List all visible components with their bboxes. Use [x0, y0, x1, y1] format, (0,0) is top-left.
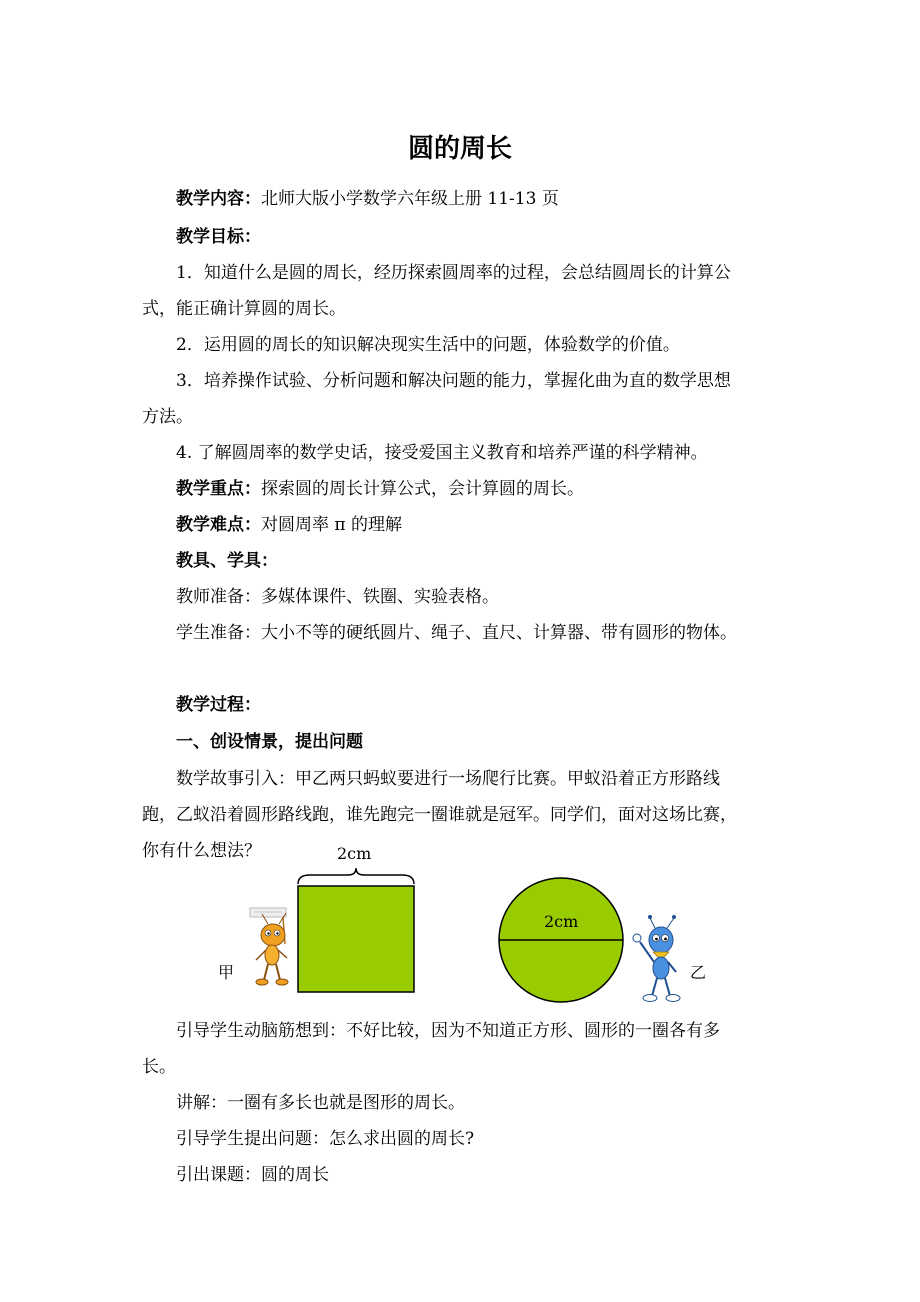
- story-line-1: 数学故事引入：甲乙两只蚂蚁要进行一场爬行比赛。甲蚁沿着正方形路线: [176, 769, 720, 789]
- goal-4: 4. 了解圆周率的数学史话，接受爱国主义教育和培养严谨的科学精神。: [176, 443, 708, 463]
- guide-line-1: 引导学生动脑筋想到：不好比较，因为不知道正方形、圆形的一圈各有多: [176, 1021, 720, 1041]
- question-line: 引导学生提出问题：怎么求出圆的周长?: [176, 1129, 475, 1149]
- square-side-label: 2cm: [337, 844, 372, 863]
- ant-a-icon: [250, 908, 288, 985]
- goal-3-line-1: 3．培养操作试验、分析问题和解决问题的能力，掌握化曲为直的数学思想: [176, 371, 731, 391]
- goal-3-line-2: 方法。: [142, 407, 193, 427]
- teaching-content: 教学内容：北师大版小学数学六年级上册 11-13 页: [176, 189, 559, 209]
- race-figure: [0, 840, 920, 1010]
- process-heading: 教学过程：: [176, 695, 261, 715]
- goal-1-line-2: 式，能正确计算圆的周长。: [142, 299, 346, 319]
- square-width-brace: [298, 868, 414, 884]
- goal-2: 2．运用圆的周长的知识解决现实生活中的问题，体验数学的价值。: [176, 335, 680, 355]
- story-line-3: 你有什么想法？: [142, 841, 261, 861]
- difficulty: 教学难点：对圆周率 π 的理解: [176, 515, 402, 535]
- story-line-2: 跑，乙蚁沿着圆形路线跑，谁先跑完一圈谁就是冠军。同学们，面对这场比赛，: [142, 805, 737, 825]
- square-path: [298, 886, 414, 992]
- topic-line: 引出课题：圆的周长: [176, 1165, 329, 1185]
- key-point: 教学重点：探索圆的周长计算公式，会计算圆的周长。: [176, 479, 584, 499]
- tools-heading: 教具、学具：: [176, 551, 278, 571]
- ant-b-label: 乙: [690, 963, 707, 982]
- teacher-prep: 教师准备：多媒体课件、铁圈、实验表格。: [176, 587, 499, 607]
- explain-line: 讲解：一圈有多长也就是图形的周长。: [176, 1093, 465, 1113]
- ant-a-label: 甲: [218, 963, 235, 982]
- page-title: 圆的周长: [407, 134, 512, 164]
- circle-diameter-label: 2cm: [544, 912, 579, 931]
- goal-1-line-1: 1．知道什么是圆的周长，经历探索圆周率的过程，会总结圆周长的计算公: [176, 263, 731, 283]
- section-1-heading: 一、创设情景，提出问题: [176, 732, 363, 752]
- guide-line-2: 长。: [142, 1057, 176, 1077]
- student-prep: 学生准备：大小不等的硬纸圆片、绳子、直尺、计算器、带有圆形的物体。: [176, 623, 737, 643]
- ant-b-icon: [633, 915, 680, 1002]
- goals-heading: 教学目标：: [176, 227, 261, 247]
